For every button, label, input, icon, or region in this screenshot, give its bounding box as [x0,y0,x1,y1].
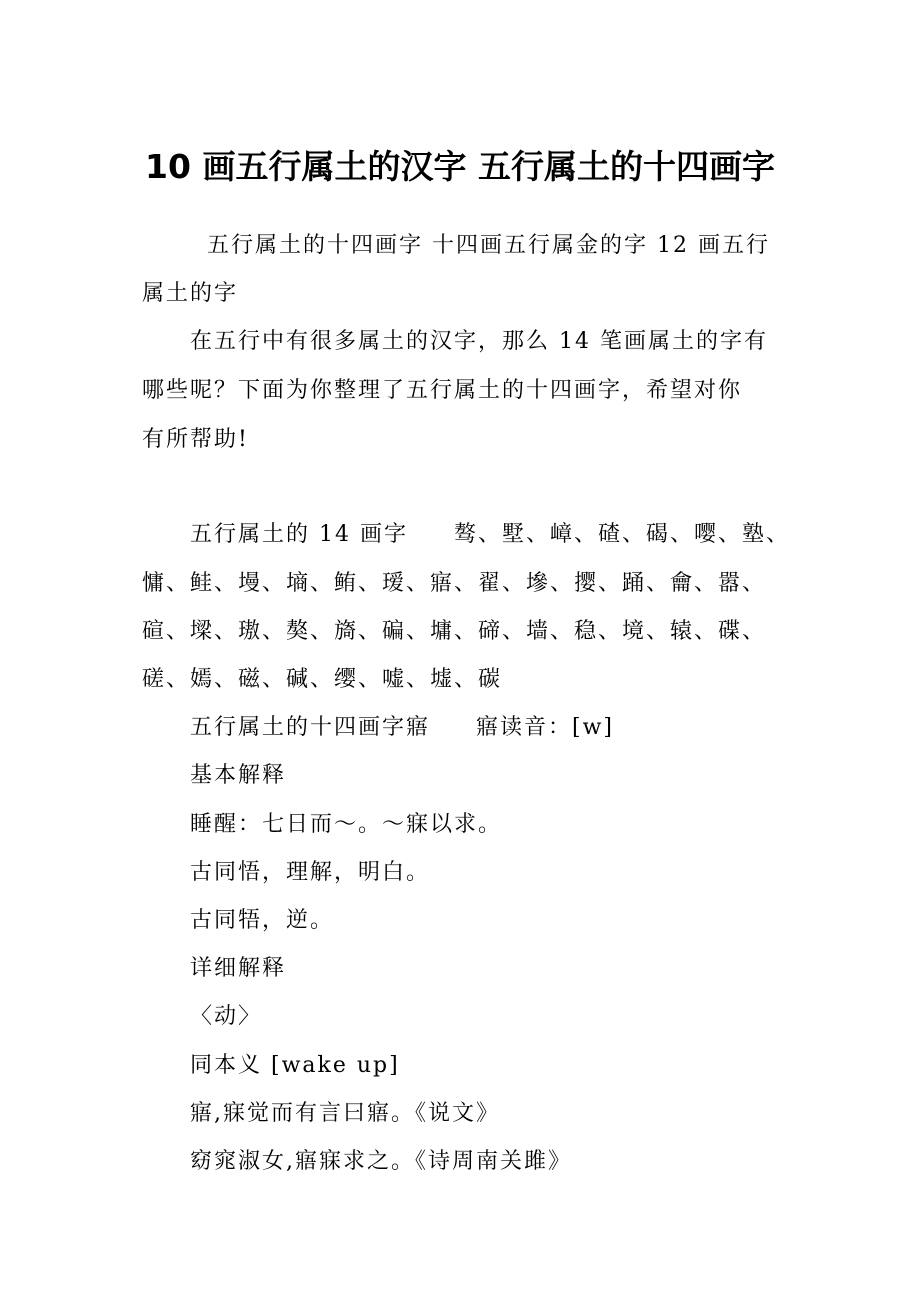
basic-explanation-1: 睡醒：七日而～。～寐以求。 [190,812,503,837]
basic-explanation-2: 古同悟，理解，明白。 [190,860,431,885]
subtitle-line-2: 属土的字 [142,281,239,306]
char-list-line-2: 慵、鲑、墁、墒、鲔、瑷、寤、翟、墋、撄、踊、龠、嚣、 [142,571,767,596]
char-list-line-3: 碹、墚、璈、獒、旖、碥、墉、碲、墙、稳、境、辕、碟、 [142,619,767,644]
part-of-speech: 〈动〉 [190,1004,263,1029]
subtitle-line-1: 五行属土的十四画字 十四画五行属金的字 12 画五行 [207,233,770,258]
quote-line-2: 窈窕淑女,寤寐求之。《诗周南关雎》 [190,1149,572,1174]
quote-line-1: 寤,寐觉而有言曰寤。《说文》 [190,1101,500,1126]
entry-pronunciation: 寤读音：[w] [476,715,615,740]
char-list-line-4: 磋、嫣、磁、碱、缨、嘘、墟、碳 [142,667,503,692]
intro-line-2: 哪些呢？下面为你整理了五行属土的十四画字，希望对你 [142,378,743,403]
char-list-line-1 [190,515,790,555]
char-list-chars-1: 骜、墅、嶂、碴、碣、嘤、塾、 [453,522,790,547]
sense-line: 同本义 [wake up] [190,1053,400,1078]
basic-explanation-3: 古同牾，逆。 [190,908,335,933]
char-list-heading: 五行属土的 14 画字 [190,522,408,547]
detailed-explanation-heading: 详细解释 [190,956,287,981]
intro-line-3: 有所帮助! [142,427,249,452]
basic-explanation-heading: 基本解释 [190,763,287,788]
intro-line-1: 在五行中有很多属土的汉字，那么 14 笔画属土的字有 [190,329,768,354]
document-title: 10 画五行属土的汉字 五行属土的十四画字 [145,147,775,186]
entry-heading: 五行属土的十四画字寤 [190,715,431,740]
entry-heading-line [190,708,614,748]
